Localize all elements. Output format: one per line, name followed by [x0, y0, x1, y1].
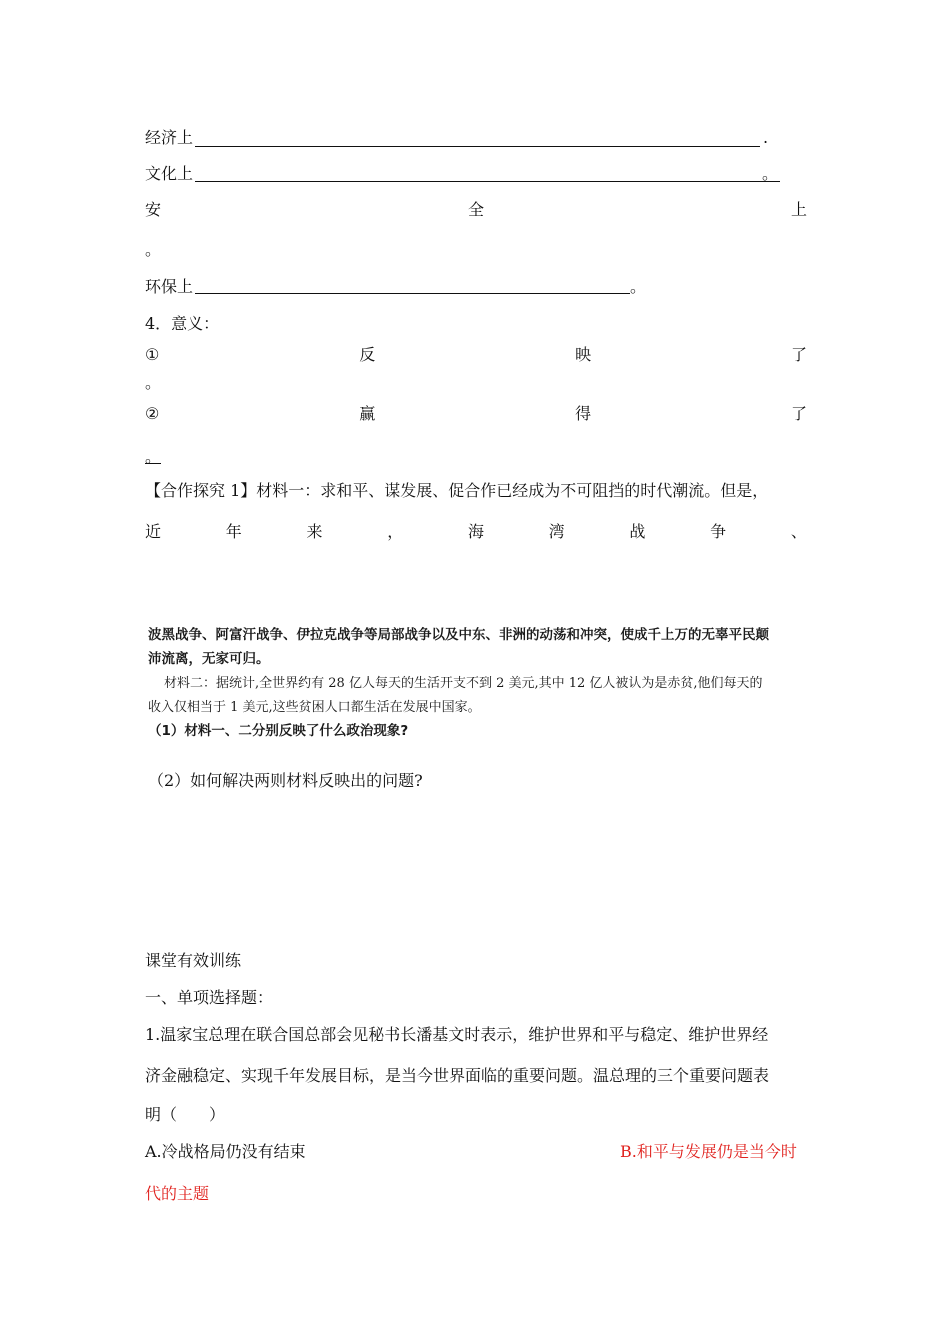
significance-item-1	[145, 344, 807, 366]
item1-part-1: ①	[145, 345, 160, 364]
item2-part-3: 得	[575, 404, 592, 423]
item1-part-2: 反	[359, 345, 376, 364]
env-blank[interactable]	[195, 293, 630, 294]
option-b-line-1: B.和平与发展仍是当今时	[620, 1142, 797, 1161]
scan-line-4: 收入仅相当于 1 美元,这些贫困人口都生活在发展中国家。	[148, 700, 481, 715]
item1-part-3: 映	[575, 345, 592, 364]
culture-end: 。	[762, 164, 779, 183]
item1-part-4: 了	[790, 345, 807, 364]
security-char-1: 安	[145, 200, 162, 219]
explore-char-6: 湾	[548, 522, 565, 541]
culture-blank[interactable]	[195, 181, 780, 182]
explore-line-1: 【合作探究 1】材料一：求和平、谋发展、促合作已经成为不可阻挡的时代潮流。但是，	[145, 481, 769, 500]
security-end: 。	[145, 240, 162, 259]
training-title: 课堂有效训练	[145, 951, 242, 970]
explore-char-7: 战	[629, 522, 646, 541]
item2-part-4: 了	[790, 404, 807, 423]
explore-char-2: 年	[225, 522, 242, 541]
explore-line-2	[145, 521, 807, 543]
item2-blank[interactable]	[145, 463, 161, 464]
q1-line-1: 1.温家宝总理在联合国总部会见秘书长潘基文时表示，维护世界和平与稳定、维护世界经	[145, 1025, 769, 1044]
security-char-2: 全	[467, 200, 484, 219]
scan-line-3: 材料二：据统计,全世界约有 28 亿人每天的生活开支不到 2 美元,其中 12 亿人被认为是赤贫,他们每天的	[164, 676, 763, 691]
item1-end: 。	[145, 373, 162, 392]
significance-title: 4．意义：	[145, 314, 220, 333]
explore-char-5: 海	[467, 522, 484, 541]
q1-line-3: 明（ ）	[145, 1105, 226, 1124]
security-row	[145, 199, 807, 221]
scan-line-5: （1）材料一、二分别反映了什么政治现象?	[148, 723, 409, 739]
option-a: A.冷战格局仍没有结束	[145, 1142, 306, 1161]
env-end: 。	[630, 277, 647, 296]
security-char-3: 上	[790, 200, 807, 219]
significance-item-2	[145, 403, 807, 425]
option-b-line-2: 代的主题	[145, 1184, 210, 1203]
section-title: 一、单项选择题：	[145, 988, 274, 1007]
economy-end: .	[763, 128, 769, 147]
explore-char-8: 争	[710, 522, 727, 541]
scan-line-1: 波黑战争、阿富汗战争、伊拉克战争等局部战争以及中东、非洲的动荡和冲突，使成千上万的无辜平民颠	[148, 627, 769, 643]
scan-line-2: 沛流离，无家可归。	[148, 651, 270, 667]
item2-part-2: 赢	[359, 404, 376, 423]
item2-part-1: ②	[145, 404, 160, 423]
explore-char-3: 来	[306, 522, 323, 541]
item2-end: 。	[145, 447, 162, 466]
culture-label: 文化上	[145, 164, 194, 183]
q1-line-2: 济金融稳定、实现千年发展目标，是当今世界面临的重要问题。温总理的三个重要问题表	[145, 1066, 770, 1085]
explore-char-4: ，	[387, 522, 404, 541]
env-label: 环保上	[145, 277, 194, 296]
economy-label: 经济上	[145, 128, 194, 147]
explore-char-1: 近	[145, 522, 162, 541]
question-2: （2）如何解决两则材料反映出的问题?	[148, 771, 423, 790]
economy-blank[interactable]	[195, 146, 760, 147]
explore-char-9: 、	[790, 522, 807, 541]
scanned-material-image	[148, 624, 788, 746]
